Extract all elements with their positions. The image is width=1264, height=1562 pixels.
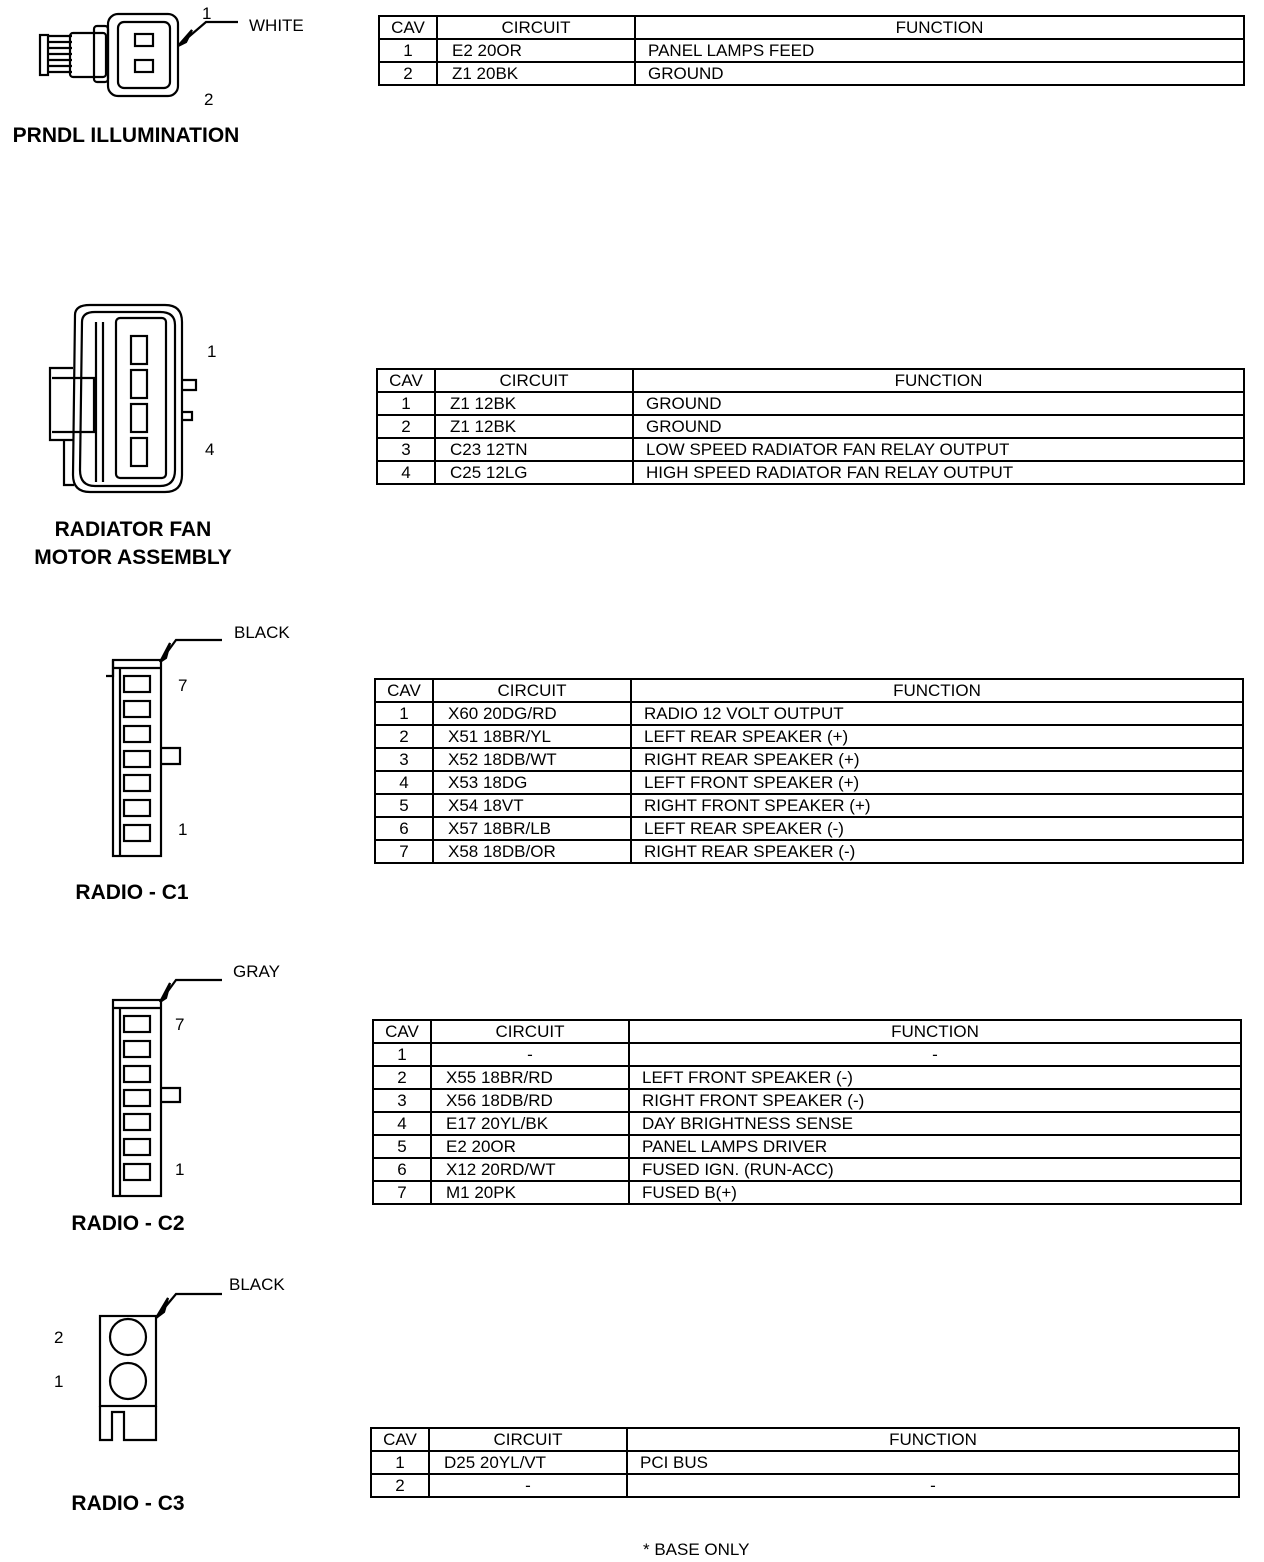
radiator-title-line-2: MOTOR ASSEMBLY — [34, 546, 232, 569]
table-row — [375, 840, 1243, 863]
radio-c3-color-label: BLACK — [229, 1275, 285, 1294]
circuit-cell: X12 20RD/WT — [431, 1158, 629, 1181]
cav-cell: 3 — [377, 438, 435, 461]
function-cell: RIGHT FRONT SPEAKER (+) — [631, 794, 1243, 817]
radio-c2-pin-table — [372, 1019, 1242, 1205]
cav-cell: 1 — [379, 39, 437, 62]
table-row — [375, 702, 1243, 725]
header-function: FUNCTION — [633, 369, 1244, 392]
cav-cell: 5 — [375, 794, 433, 817]
function-cell: PCI BUS — [627, 1451, 1239, 1474]
radiator-pin-label-1: 1 — [207, 342, 217, 361]
circuit-cell: X60 20DG/RD — [433, 702, 631, 725]
radio-c3-pin-label-1: 1 — [54, 1372, 64, 1391]
circuit-cell: X54 18VT — [433, 794, 631, 817]
table-header-row — [379, 16, 1244, 39]
circuit-cell: Z1 12BK — [435, 415, 633, 438]
header-circuit: CIRCUIT — [437, 16, 635, 39]
header-cav: CAV — [371, 1428, 429, 1451]
function-cell: RIGHT FRONT SPEAKER (-) — [629, 1089, 1241, 1112]
circuit-cell: X53 18DG — [433, 771, 631, 794]
table-header-row — [375, 679, 1243, 702]
function-cell: PANEL LAMPS FEED — [635, 39, 1244, 62]
radio-c3-pin-table — [370, 1427, 1240, 1498]
table-header-row — [377, 369, 1244, 392]
table-row — [373, 1066, 1241, 1089]
radio-c1-connector-drawing — [106, 640, 222, 856]
table-row — [375, 794, 1243, 817]
table-row — [375, 748, 1243, 771]
table-row — [373, 1112, 1241, 1135]
cav-cell: 6 — [375, 817, 433, 840]
table-row — [371, 1474, 1239, 1497]
table-row — [373, 1181, 1241, 1204]
function-cell: GROUND — [635, 62, 1244, 85]
function-cell: LEFT FRONT SPEAKER (+) — [631, 771, 1243, 794]
radio-c3-connector-drawing — [100, 1294, 222, 1440]
radio-c1-title — [20, 879, 244, 907]
function-cell: LOW SPEED RADIATOR FAN RELAY OUTPUT — [633, 438, 1244, 461]
cav-cell: 4 — [373, 1112, 431, 1135]
table-header-row — [373, 1020, 1241, 1043]
cav-cell: 1 — [373, 1043, 431, 1066]
header-circuit: CIRCUIT — [435, 369, 633, 392]
table-row — [373, 1043, 1241, 1066]
header-cav: CAV — [373, 1020, 431, 1043]
header-cav: CAV — [377, 369, 435, 392]
header-function: FUNCTION — [631, 679, 1243, 702]
radio-c2-connector-drawing — [113, 980, 222, 1196]
cav-cell: 1 — [377, 392, 435, 415]
circuit-cell: D25 20YL/VT — [429, 1451, 627, 1474]
radiator-title — [10, 516, 256, 572]
cav-cell: 7 — [373, 1181, 431, 1204]
function-cell: LEFT REAR SPEAKER (+) — [631, 725, 1243, 748]
table-row — [377, 415, 1244, 438]
radiator-pin-label-4: 4 — [205, 440, 215, 459]
function-cell: RIGHT REAR SPEAKER (-) — [631, 840, 1243, 863]
circuit-cell: X57 18BR/LB — [433, 817, 631, 840]
function-cell: DAY BRIGHTNESS SENSE — [629, 1112, 1241, 1135]
header-function: FUNCTION — [627, 1428, 1239, 1451]
radiator-title-line-1: RADIATOR FAN — [54, 518, 212, 541]
function-cell: FUSED B(+) — [629, 1181, 1241, 1204]
radio-c3-title-line-1: RADIO - C3 — [71, 1492, 185, 1515]
circuit-cell: X56 18DB/RD — [431, 1089, 629, 1112]
table-row — [379, 39, 1244, 62]
table-row — [379, 62, 1244, 85]
radio-c1-pin-label-1: 1 — [178, 820, 188, 839]
circuit-cell: X55 18BR/RD — [431, 1066, 629, 1089]
cav-cell: 2 — [373, 1066, 431, 1089]
function-cell: LEFT FRONT SPEAKER (-) — [629, 1066, 1241, 1089]
header-function: FUNCTION — [629, 1020, 1241, 1043]
radio-c1-title-line-1: RADIO - C1 — [75, 881, 189, 904]
function-cell: RIGHT REAR SPEAKER (+) — [631, 748, 1243, 771]
footnote-base-only: * BASE ONLY — [643, 1540, 750, 1559]
table-row — [375, 725, 1243, 748]
circuit-cell: X51 18BR/YL — [433, 725, 631, 748]
prndl-pin-label-1: 1 — [202, 4, 212, 23]
table-row — [373, 1135, 1241, 1158]
cav-cell: 2 — [379, 62, 437, 85]
prndl-connector-drawing — [40, 14, 238, 96]
circuit-cell: E17 20YL/BK — [431, 1112, 629, 1135]
function-cell: GROUND — [633, 415, 1244, 438]
cav-cell: 4 — [375, 771, 433, 794]
header-circuit: CIRCUIT — [433, 679, 631, 702]
prndl-color-label: WHITE — [249, 16, 304, 35]
table-header-row — [371, 1428, 1239, 1451]
function-cell: FUSED IGN. (RUN-ACC) — [629, 1158, 1241, 1181]
prndl-pin-table — [378, 15, 1245, 86]
radio-c2-pin-label-1: 1 — [175, 1160, 185, 1179]
function-cell: PANEL LAMPS DRIVER — [629, 1135, 1241, 1158]
table-row — [375, 817, 1243, 840]
table-row — [375, 771, 1243, 794]
header-function: FUNCTION — [635, 16, 1244, 39]
function-cell: - — [629, 1043, 1241, 1066]
radiator-fan-connector-drawing — [50, 305, 196, 492]
radio-c2-title — [16, 1210, 240, 1238]
function-cell: - — [627, 1474, 1239, 1497]
cav-cell: 2 — [371, 1474, 429, 1497]
radio-c1-pin-label-7: 7 — [178, 676, 188, 695]
table-row — [373, 1158, 1241, 1181]
cav-cell: 6 — [373, 1158, 431, 1181]
prndl-pin-label-2: 2 — [204, 90, 214, 109]
circuit-cell: Z1 20BK — [437, 62, 635, 85]
circuit-cell: X58 18DB/OR — [433, 840, 631, 863]
function-cell: GROUND — [633, 392, 1244, 415]
table-row — [371, 1451, 1239, 1474]
header-cav: CAV — [375, 679, 433, 702]
circuit-cell: M1 20PK — [431, 1181, 629, 1204]
circuit-cell: E2 20OR — [431, 1135, 629, 1158]
function-cell: LEFT REAR SPEAKER (-) — [631, 817, 1243, 840]
cav-cell: 2 — [377, 415, 435, 438]
circuit-cell: Z1 12BK — [435, 392, 633, 415]
function-cell: RADIO 12 VOLT OUTPUT — [631, 702, 1243, 725]
cav-cell: 3 — [373, 1089, 431, 1112]
circuit-cell: - — [429, 1474, 627, 1497]
circuit-cell: X52 18DB/WT — [433, 748, 631, 771]
cav-cell: 2 — [375, 725, 433, 748]
radio-c3-pin-label-2: 2 — [54, 1328, 64, 1347]
radio-c3-title — [16, 1490, 240, 1518]
radio-c1-color-label: BLACK — [234, 623, 290, 642]
function-cell: HIGH SPEED RADIATOR FAN RELAY OUTPUT — [633, 461, 1244, 484]
cav-cell: 7 — [375, 840, 433, 863]
radio-c2-pin-label-7: 7 — [175, 1015, 185, 1034]
circuit-cell: - — [431, 1043, 629, 1066]
header-circuit: CIRCUIT — [431, 1020, 629, 1043]
radio-c2-color-label: GRAY — [233, 962, 280, 981]
radio-c1-pin-table — [374, 678, 1244, 864]
table-row — [377, 461, 1244, 484]
circuit-cell: C25 12LG — [435, 461, 633, 484]
circuit-cell: C23 12TN — [435, 438, 633, 461]
table-row — [377, 392, 1244, 415]
prndl-title-line-1: PRNDL ILLUMINATION — [12, 124, 240, 147]
table-row — [373, 1089, 1241, 1112]
cav-cell: 5 — [373, 1135, 431, 1158]
cav-cell: 1 — [375, 702, 433, 725]
circuit-cell: E2 20OR — [437, 39, 635, 62]
radio-c2-title-line-1: RADIO - C2 — [71, 1212, 185, 1235]
header-circuit: CIRCUIT — [429, 1428, 627, 1451]
prndl-title — [0, 122, 252, 150]
cav-cell: 1 — [371, 1451, 429, 1474]
cav-cell: 4 — [377, 461, 435, 484]
table-row — [377, 438, 1244, 461]
header-cav: CAV — [379, 16, 437, 39]
radiator-pin-table — [376, 368, 1245, 485]
cav-cell: 3 — [375, 748, 433, 771]
